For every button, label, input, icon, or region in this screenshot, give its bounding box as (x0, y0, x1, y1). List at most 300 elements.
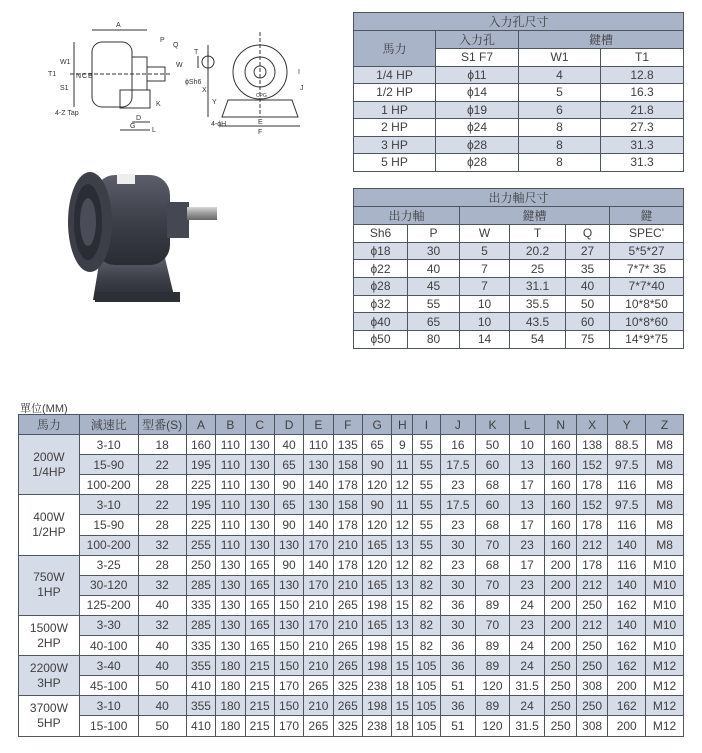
dimension-table (18, 414, 684, 737)
data-cell: 285 (186, 615, 215, 635)
data-cell: 165 (245, 636, 274, 656)
drawing-front-base (222, 100, 298, 117)
output-shaft-table (353, 188, 684, 349)
label-l: L (152, 127, 156, 134)
data-cell: M8 (646, 435, 684, 455)
output-cell-q: 75 (566, 331, 610, 349)
data-cell: 178 (333, 515, 362, 535)
table-row (19, 696, 684, 716)
data-cell: 198 (362, 636, 391, 656)
data-cell: 212 (576, 575, 607, 595)
data-cell: 225 (186, 475, 215, 495)
data-cell: 17 (509, 555, 545, 575)
input-cell-hp: 1/2 HP (354, 84, 436, 102)
table-row (19, 636, 684, 656)
data-cell: 40 (138, 696, 186, 716)
data-cell: 200 (608, 676, 646, 696)
output-table-body (354, 242, 684, 348)
output-cell-p: 40 (408, 260, 460, 278)
output-col-keyway: 鍵槽 (460, 207, 610, 225)
input-sub-w1: W1 (519, 49, 601, 67)
data-cell: 105 (413, 656, 440, 676)
column-header: E (304, 415, 333, 435)
data-cell: 285 (186, 575, 215, 595)
output-sub-sh6: Sh6 (354, 225, 408, 243)
horsepower-line: 2HP (37, 635, 61, 650)
horsepower-cell (19, 696, 80, 736)
table-row (19, 535, 684, 555)
data-cell: 55 (413, 435, 440, 455)
data-cell: 130 (274, 575, 303, 595)
data-cell: 40 (138, 656, 186, 676)
horsepower-line: 750W (33, 570, 65, 585)
horsepower-line: 1/2HP (32, 525, 66, 540)
data-cell: 13 (509, 455, 545, 475)
data-cell: M10 (646, 595, 684, 615)
data-cell: 308 (576, 676, 607, 696)
data-cell: 170 (304, 615, 333, 635)
data-cell: 170 (274, 716, 303, 736)
column-header: A (186, 415, 215, 435)
output-cell-w: 10 (460, 313, 510, 331)
data-cell: 210 (333, 615, 362, 635)
table-row (354, 154, 684, 172)
data-cell: 265 (333, 696, 362, 716)
output-cell-p: 65 (408, 313, 460, 331)
data-cell: 31.5 (509, 716, 545, 736)
data-cell: 162 (608, 656, 646, 676)
data-cell: 158 (333, 495, 362, 515)
data-cell: 200 (608, 716, 646, 736)
data-cell: 138 (576, 435, 607, 455)
data-cell: 32 (138, 615, 186, 635)
data-cell: 410 (186, 716, 215, 736)
data-cell: 13 (392, 575, 413, 595)
data-cell: 160 (545, 435, 576, 455)
data-cell: 110 (216, 435, 245, 455)
data-cell: 210 (304, 696, 333, 716)
data-cell: 120 (362, 515, 391, 535)
data-cell: 65 (274, 455, 303, 475)
data-cell: M8 (646, 495, 684, 515)
horsepower-line: 3HP (37, 675, 61, 690)
data-cell: 200 (545, 575, 576, 595)
data-cell: 250 (576, 636, 607, 656)
data-cell: 120 (362, 555, 391, 575)
data-cell: 90 (274, 555, 303, 575)
dimension-table-header (19, 415, 684, 435)
data-cell: 160 (545, 455, 576, 475)
data-cell: 335 (186, 636, 215, 656)
table-row (19, 615, 684, 635)
input-cell-w1: 5 (519, 84, 601, 102)
data-cell: 23 (440, 475, 476, 495)
output-sub-w: W (460, 225, 510, 243)
data-cell: 97.5 (608, 495, 646, 515)
data-cell: 89 (476, 656, 510, 676)
data-cell: 130 (304, 495, 333, 515)
table-row (354, 260, 684, 278)
output-col-shaft: 出力軸 (354, 207, 460, 225)
output-cell-q: 60 (566, 313, 610, 331)
data-cell: 250 (186, 555, 215, 575)
data-cell: 215 (245, 696, 274, 716)
data-cell: 12 (392, 555, 413, 575)
dimension-drawing (30, 12, 330, 137)
column-header: G (362, 415, 391, 435)
data-cell: 30 (440, 575, 476, 595)
data-cell: 238 (362, 716, 391, 736)
data-cell: 250 (576, 595, 607, 615)
label-w1: W1 (60, 59, 71, 66)
data-cell: 24 (509, 595, 545, 615)
data-cell: 165 (362, 535, 391, 555)
data-cell: 410 (186, 676, 215, 696)
photo-shaft (187, 207, 217, 220)
data-cell: 30 (440, 615, 476, 635)
data-cell: 51 (440, 676, 476, 696)
data-cell: 89 (476, 696, 510, 716)
column-header: 馬力 (19, 415, 80, 435)
data-cell: 15 (392, 696, 413, 716)
data-cell: 31.5 (509, 676, 545, 696)
output-cell-sh6: ϕ32 (354, 295, 408, 313)
data-cell: 60 (476, 495, 510, 515)
table-row (354, 136, 684, 154)
data-cell: 23 (509, 575, 545, 595)
data-cell: M10 (646, 575, 684, 595)
data-cell: 325 (333, 716, 362, 736)
data-cell: 17 (509, 475, 545, 495)
data-cell: 55 (413, 515, 440, 535)
input-cell-hole: ϕ28 (436, 154, 519, 172)
data-cell: 68 (476, 475, 510, 495)
data-cell: M12 (646, 696, 684, 716)
data-cell: 195 (186, 495, 215, 515)
data-cell: 68 (476, 515, 510, 535)
table-row (19, 435, 684, 455)
data-cell: 210 (304, 656, 333, 676)
label-g: G (130, 123, 136, 130)
table-row (19, 595, 684, 615)
input-col-hp: 馬力 (354, 31, 436, 67)
input-table-title: 入力孔尺寸 (354, 13, 684, 31)
data-cell: 15-90 (79, 515, 138, 535)
label-i: I (298, 69, 300, 76)
data-cell: 178 (576, 475, 607, 495)
data-cell: 325 (333, 676, 362, 696)
data-cell: 200 (545, 555, 576, 575)
output-cell-w: 14 (460, 331, 510, 349)
data-cell: 265 (333, 595, 362, 615)
input-cell-hole: ϕ14 (436, 84, 519, 102)
data-cell: 180 (216, 676, 245, 696)
data-cell: 82 (413, 636, 440, 656)
data-cell: 55 (413, 535, 440, 555)
data-cell: 130 (245, 455, 274, 475)
data-cell: 130 (245, 495, 274, 515)
data-cell: 150 (274, 636, 303, 656)
data-cell: 17 (509, 515, 545, 535)
label-p: P (160, 37, 165, 44)
data-cell: 65 (362, 435, 391, 455)
data-cell: 15 (392, 595, 413, 615)
table-row (354, 101, 684, 119)
output-cell-sh6: ϕ28 (354, 278, 408, 296)
data-cell: 36 (440, 595, 476, 615)
input-sub-t1: T1 (601, 49, 684, 67)
data-cell: 40 (274, 435, 303, 455)
label-n: N (76, 73, 82, 80)
data-cell: 215 (245, 656, 274, 676)
data-cell: 130 (245, 475, 274, 495)
output-cell-q: 50 (566, 295, 610, 313)
data-cell: 165 (362, 615, 391, 635)
data-cell: 116 (608, 515, 646, 535)
horsepower-cell (19, 656, 80, 696)
data-cell: 238 (362, 676, 391, 696)
data-cell: 162 (608, 696, 646, 716)
column-header: B (216, 415, 245, 435)
label-f: F (258, 129, 263, 136)
output-cell-w: 10 (460, 295, 510, 313)
data-cell: 3-10 (79, 495, 138, 515)
column-header: Z (646, 415, 684, 435)
data-cell: 250 (545, 696, 576, 716)
data-cell: 90 (274, 515, 303, 535)
data-cell: 130 (245, 515, 274, 535)
column-header: F (333, 415, 362, 435)
data-cell: 40 (138, 636, 186, 656)
data-cell: 150 (274, 696, 303, 716)
output-cell-q: 35 (566, 260, 610, 278)
data-cell: M12 (646, 676, 684, 696)
input-cell-hp: 1 HP (354, 101, 436, 119)
output-cell-t: 25 (510, 260, 566, 278)
data-cell: M10 (646, 636, 684, 656)
data-cell: 3-10 (79, 435, 138, 455)
data-cell: 180 (216, 696, 245, 716)
horsepower-line: 1HP (37, 585, 61, 600)
output-cell-spec: 14*9*75 (610, 331, 684, 349)
data-cell: 250 (576, 696, 607, 716)
data-cell: 15 (392, 656, 413, 676)
column-header: L (509, 415, 545, 435)
table-row (354, 331, 684, 349)
label-c: C (82, 73, 88, 80)
horsepower-line: 5HP (37, 715, 61, 730)
data-cell: 89 (476, 636, 510, 656)
input-cell-w1: 8 (519, 154, 601, 172)
output-sub-spec: SPEC' (610, 225, 684, 243)
column-header: 減速比 (79, 415, 138, 435)
data-cell: 82 (413, 575, 440, 595)
horsepower-line: 200W (33, 449, 65, 464)
data-cell: 120 (362, 475, 391, 495)
data-cell: 158 (333, 455, 362, 475)
data-cell: 250 (545, 656, 576, 676)
data-cell: 82 (413, 595, 440, 615)
data-cell: 355 (186, 656, 215, 676)
data-cell: 23 (509, 615, 545, 635)
data-cell: 50 (138, 676, 186, 696)
data-cell: M10 (646, 615, 684, 635)
data-cell: 160 (545, 495, 576, 515)
table-row (354, 295, 684, 313)
data-cell: 195 (186, 455, 215, 475)
data-cell: 36 (440, 696, 476, 716)
data-cell: 265 (304, 716, 333, 736)
data-cell: 68 (476, 555, 510, 575)
data-cell: 200 (545, 615, 576, 635)
column-header: J (440, 415, 476, 435)
data-cell: 97.5 (608, 455, 646, 475)
horsepower-line: 3700W (29, 700, 68, 715)
data-cell: 215 (245, 716, 274, 736)
output-cell-w: 5 (460, 242, 510, 260)
output-cell-spec: 7*7*40 (610, 278, 684, 296)
input-hole-table (353, 12, 684, 172)
column-header: N (545, 415, 576, 435)
data-cell: 70 (476, 575, 510, 595)
data-cell: 13 (509, 495, 545, 515)
drawing-logo-text: CPG (256, 93, 267, 99)
data-cell: M8 (646, 535, 684, 555)
data-cell: 225 (186, 515, 215, 535)
data-cell: 265 (333, 636, 362, 656)
data-cell: 3-25 (79, 555, 138, 575)
data-cell: 9 (392, 435, 413, 455)
label-d: D (136, 115, 142, 122)
data-cell: 22 (138, 495, 186, 515)
column-header: K (476, 415, 510, 435)
data-cell: 3-10 (79, 696, 138, 716)
output-cell-t: 31.1 (510, 278, 566, 296)
data-cell: 24 (509, 696, 545, 716)
output-table-title: 出力軸尺寸 (354, 189, 684, 207)
data-cell: 100-200 (79, 535, 138, 555)
input-cell-t1: 31.3 (601, 154, 684, 172)
data-cell: M8 (646, 475, 684, 495)
data-cell: 30-120 (79, 575, 138, 595)
data-cell: 165 (362, 575, 391, 595)
label-q: Q (173, 42, 179, 49)
data-cell: 18 (392, 716, 413, 736)
data-cell: 110 (216, 515, 245, 535)
output-cell-t: 35.5 (510, 295, 566, 313)
table-row (19, 515, 684, 535)
input-cell-hole: ϕ28 (436, 136, 519, 154)
label-j: J (300, 85, 304, 92)
data-cell: 308 (576, 716, 607, 736)
data-cell: 11 (392, 455, 413, 475)
data-cell: 36 (440, 636, 476, 656)
data-cell: 210 (304, 636, 333, 656)
input-cell-t1: 16.3 (601, 84, 684, 102)
data-cell: 140 (608, 535, 646, 555)
output-sub-p: P (408, 225, 460, 243)
data-cell: 88.5 (608, 435, 646, 455)
output-cell-t: 20.2 (510, 242, 566, 260)
data-cell: 165 (245, 575, 274, 595)
data-cell: 180 (216, 716, 245, 736)
data-cell: 15-100 (79, 716, 138, 736)
table-row (19, 495, 684, 515)
table-row (354, 66, 684, 84)
input-cell-t1: 21.8 (601, 101, 684, 119)
data-cell: 82 (413, 555, 440, 575)
data-cell: 178 (576, 515, 607, 535)
output-cell-p: 30 (408, 242, 460, 260)
data-cell: 51 (440, 716, 476, 736)
data-cell: 16 (440, 435, 476, 455)
data-cell: 120 (476, 676, 510, 696)
label-s1: S1 (60, 85, 69, 92)
data-cell: 178 (576, 555, 607, 575)
table-row (354, 313, 684, 331)
horsepower-line: 1500W (29, 620, 68, 635)
data-cell: 335 (186, 595, 215, 615)
dimension-table-body (19, 435, 684, 736)
data-cell: 17.5 (440, 495, 476, 515)
data-cell: 140 (608, 615, 646, 635)
data-cell: 250 (576, 656, 607, 676)
data-cell: 82 (413, 615, 440, 635)
data-cell: 55 (413, 455, 440, 475)
column-header: D (274, 415, 303, 435)
data-cell: 200 (545, 636, 576, 656)
data-cell: 40-100 (79, 636, 138, 656)
gear-motor-photo (55, 160, 225, 310)
data-cell: 100-200 (79, 475, 138, 495)
output-cell-spec: 5*5*27 (610, 242, 684, 260)
data-cell: 12 (392, 515, 413, 535)
data-cell: 130 (216, 615, 245, 635)
data-cell: 210 (333, 535, 362, 555)
data-cell: 116 (608, 555, 646, 575)
table-row (19, 555, 684, 575)
data-cell: 200 (545, 595, 576, 615)
drawing-foot (120, 90, 150, 108)
column-header: X (576, 415, 607, 435)
data-cell: 212 (576, 615, 607, 635)
data-cell: 265 (333, 656, 362, 676)
table-row (19, 475, 684, 495)
table-row (354, 242, 684, 260)
output-cell-p: 45 (408, 278, 460, 296)
label-t: T (194, 49, 199, 56)
output-cell-sh6: ϕ40 (354, 313, 408, 331)
label-w: W (176, 62, 183, 69)
data-cell: 178 (333, 475, 362, 495)
table-row (19, 455, 684, 475)
data-cell: 18 (392, 676, 413, 696)
data-cell: 212 (576, 535, 607, 555)
data-cell: 28 (138, 475, 186, 495)
input-cell-w1: 4 (519, 66, 601, 84)
data-cell: 36 (440, 656, 476, 676)
data-cell: 32 (138, 535, 186, 555)
data-cell: 32 (138, 575, 186, 595)
data-cell: 3-30 (79, 615, 138, 635)
column-header: I (413, 415, 440, 435)
input-cell-hp: 5 HP (354, 154, 436, 172)
unit-label: 單位(MM) (20, 403, 68, 415)
data-cell: 70 (476, 535, 510, 555)
output-cell-p: 80 (408, 331, 460, 349)
data-cell: 70 (476, 615, 510, 635)
output-cell-w: 7 (460, 260, 510, 278)
